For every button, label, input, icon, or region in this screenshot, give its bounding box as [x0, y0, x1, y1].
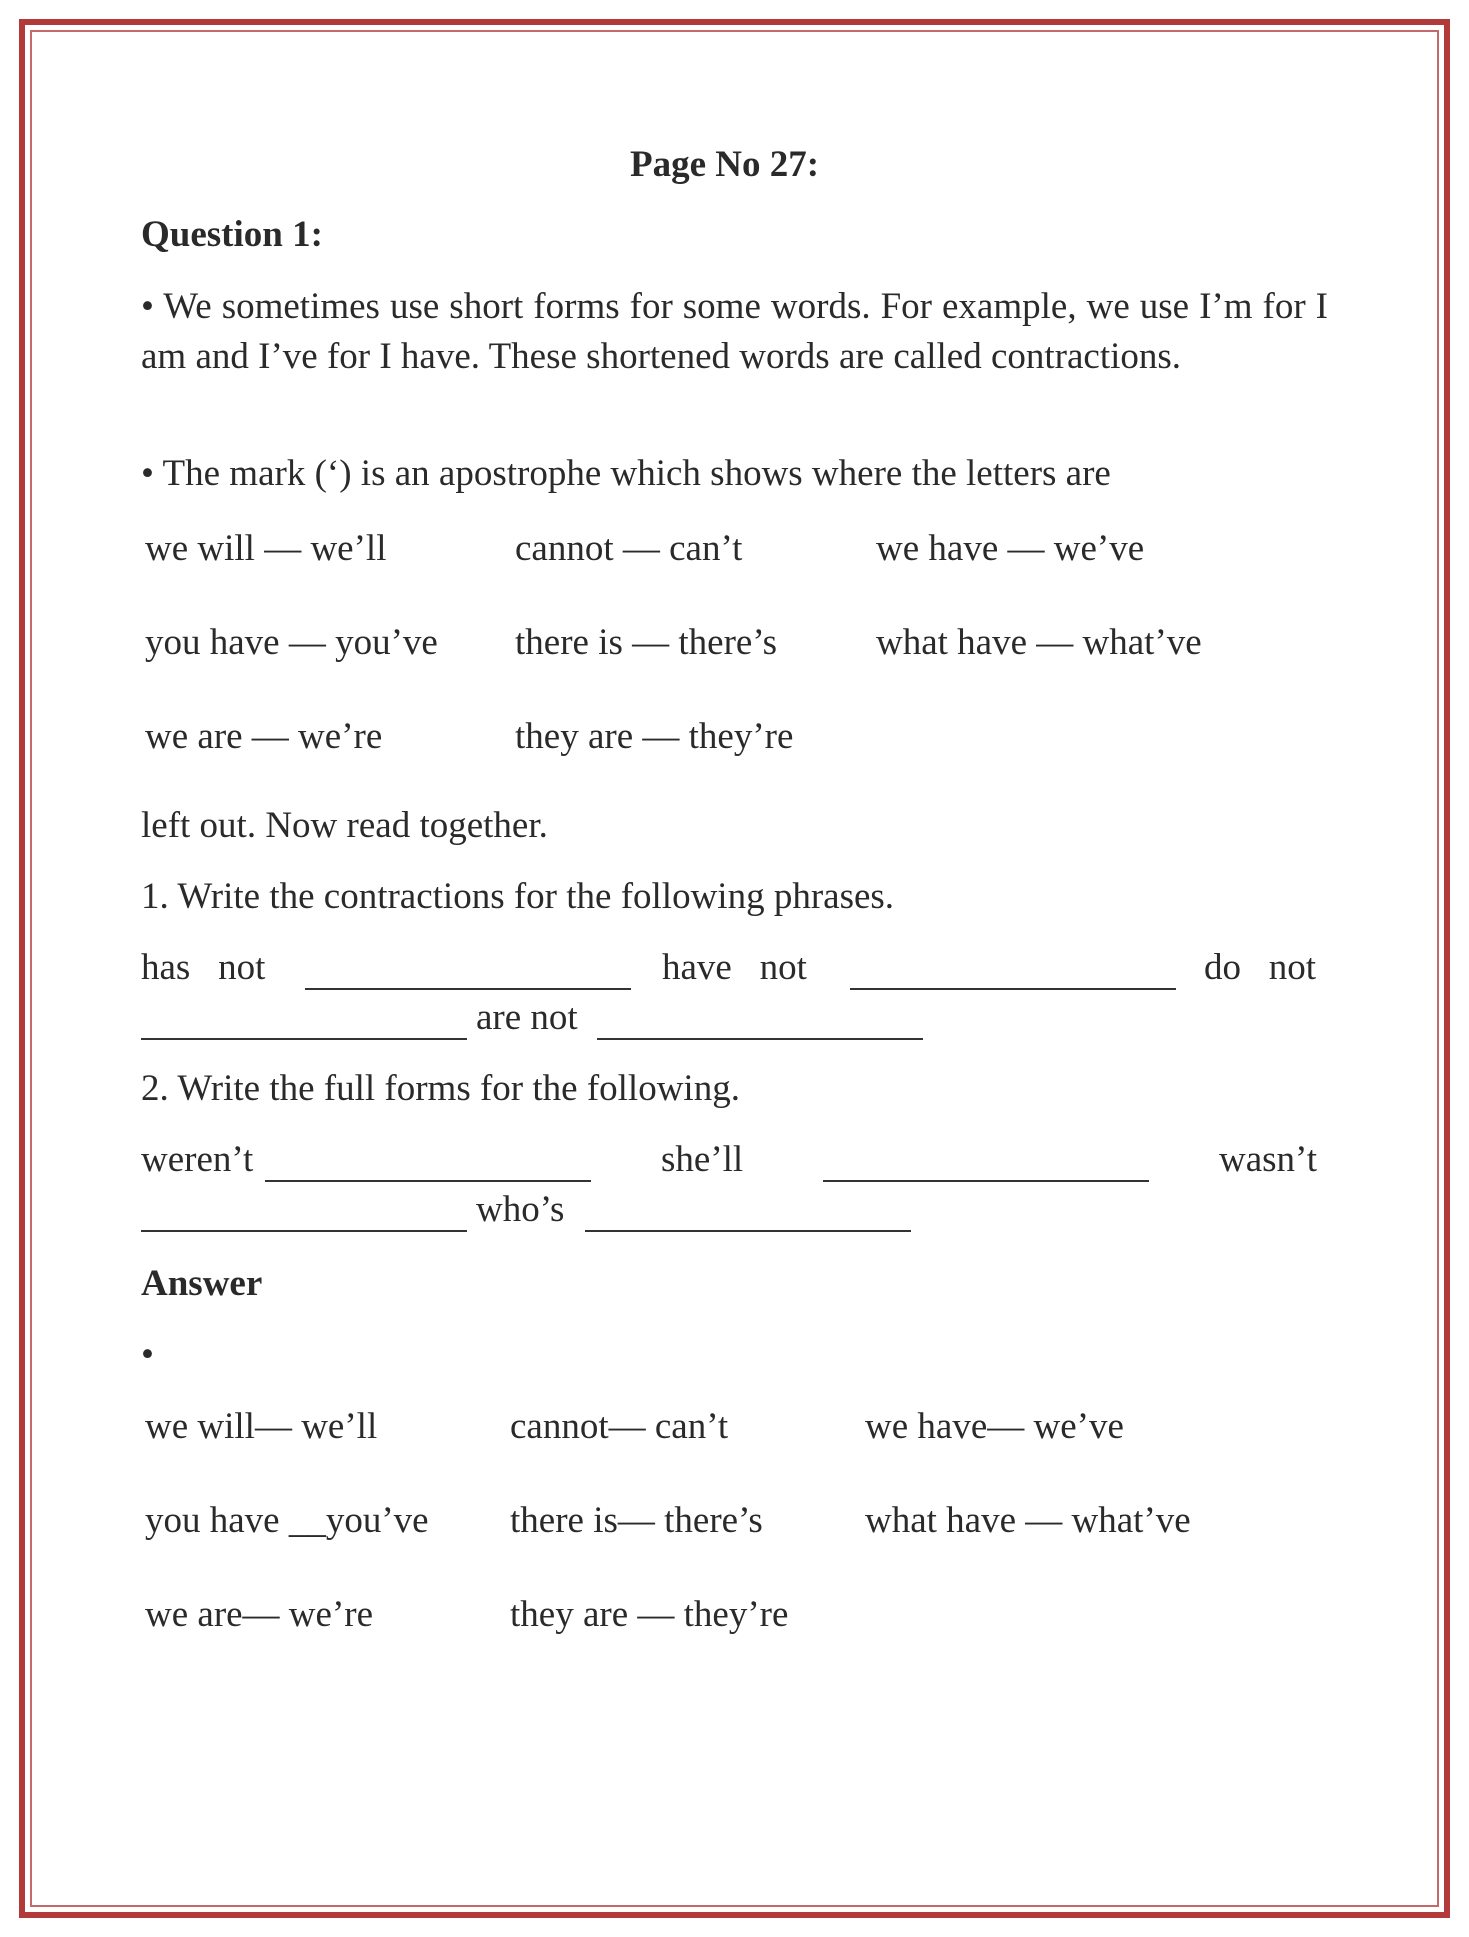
phrase-has-not: has not: [141, 947, 266, 988]
task1-instruction: 1. Write the contractions for the following phrases.: [141, 876, 895, 917]
example-item: you have — you’ve: [145, 622, 438, 663]
example-item: cannot — can’t: [515, 528, 743, 569]
answer-blank[interactable]: [141, 1230, 467, 1232]
word-wasnt: wasn’t: [1219, 1139, 1317, 1180]
answer-item: they are — they’re: [510, 1594, 789, 1635]
answer-item: you have __you’ve: [145, 1500, 429, 1541]
answer-blank[interactable]: [585, 1230, 911, 1232]
example-item: we will — we’ll: [145, 528, 387, 569]
example-item: there is — there’s: [515, 622, 777, 663]
answer-blank[interactable]: [823, 1180, 1149, 1182]
example-item: what have — what’ve: [876, 622, 1202, 663]
phrase-do-not: do not: [1204, 947, 1317, 988]
answer-blank[interactable]: [850, 988, 1176, 990]
question-intro-paragraph: • We sometimes use short forms for some words. For example, we use I’m for I am and I’ve for I have. These shortened words are called contractions.: [141, 286, 1328, 377]
left-out-text: left out. Now read together.: [141, 805, 548, 846]
example-item: we have — we’ve: [876, 528, 1145, 569]
answer-blank[interactable]: [141, 1038, 467, 1040]
answer-item: there is— there’s: [510, 1500, 763, 1541]
answer-item: cannot— can’t: [510, 1406, 729, 1447]
question-heading: Question 1:: [141, 214, 323, 255]
example-item: they are — they’re: [515, 716, 794, 757]
page-title: Page No 27:: [630, 144, 820, 185]
task2-instruction: 2. Write the full forms for the following.: [141, 1068, 740, 1109]
answer-bullet: •: [141, 1334, 154, 1375]
answer-blank[interactable]: [265, 1180, 591, 1182]
word-whos: who’s: [476, 1189, 565, 1230]
answer-item: what have — what’ve: [865, 1500, 1191, 1541]
word-werent: weren’t: [141, 1139, 254, 1180]
answer-heading: Answer: [141, 1263, 263, 1304]
answer-item: we will— we’ll: [145, 1406, 378, 1447]
answer-item: we have— we’ve: [865, 1406, 1124, 1447]
answer-blank[interactable]: [597, 1038, 923, 1040]
example-item: we are — we’re: [145, 716, 383, 757]
answer-blank[interactable]: [305, 988, 631, 990]
answer-item: we are— we’re: [145, 1594, 374, 1635]
question-apostrophe-paragraph: • The mark (‘) is an apostrophe which shows where the letters are: [141, 453, 1111, 494]
phrase-are-not: are not: [476, 997, 578, 1038]
phrase-have-not: have not: [662, 947, 807, 988]
word-shell: she’ll: [661, 1139, 744, 1180]
